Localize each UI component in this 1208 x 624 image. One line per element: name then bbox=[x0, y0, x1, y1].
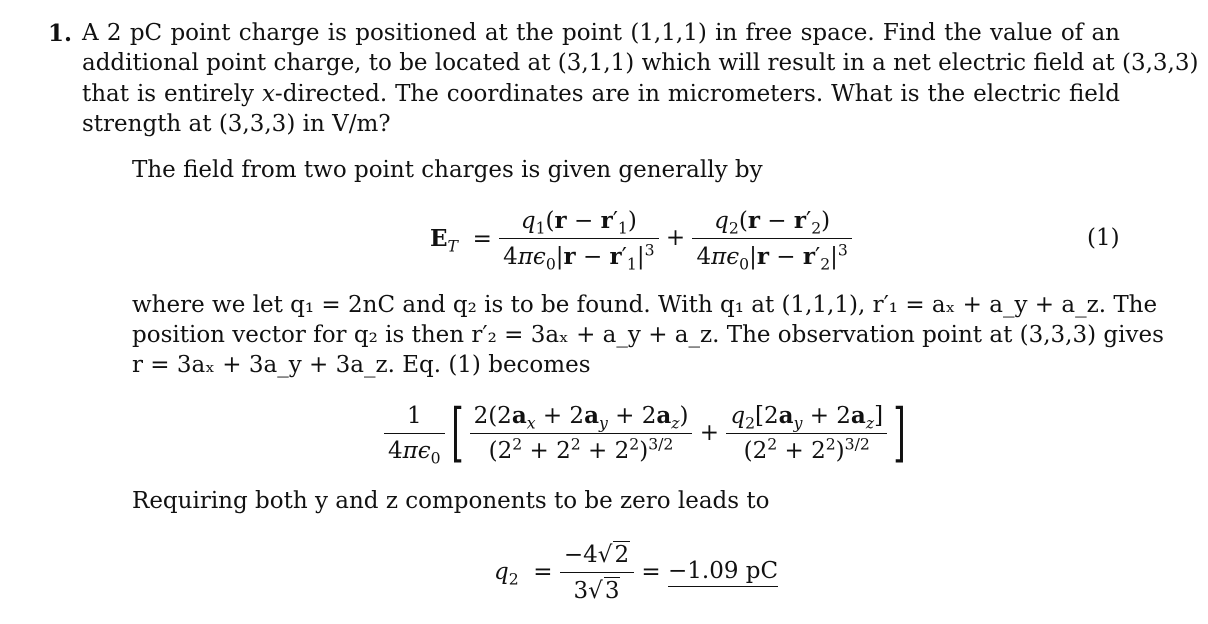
equation-number-label: (1) bbox=[1087, 225, 1120, 251]
problem-line-3-a: that is entirely bbox=[82, 81, 262, 107]
eq2-term-1: $\frac{2(2a_x + 2a_y + 2a_z)}{(2^2 + 2^2 + 2^2)^{3/2}}$ bbox=[470, 402, 693, 464]
equation-2: $\frac{1}{4\pi\epsilon_0}$ [ $\frac{2(2a_x + 2a_y + 2a_z)}{(2^2 + 2^2 + 2^2)^{3/2}}$ + $\frac{q_2[2a_y + 2a_z]}{(2^2 + 2^2)^{3/2}}$ ] bbox=[384, 398, 912, 468]
problem-line-1: A 2 pC point charge is positioned at the point (1,1,1) in free space. Find the value of an bbox=[82, 20, 1120, 46]
eq2-term-2: $\frac{q_2[2a_y + 2a_z]}{(2^2 + 2^2)^{3/2}}$ bbox=[726, 402, 887, 464]
bracket-right: ] bbox=[893, 396, 906, 470]
problem-number: 1. bbox=[48, 20, 73, 47]
problem-line-4: strength at (3,3,3) in V/m? bbox=[82, 111, 391, 137]
requiring-text: Requiring both y and z components to be zero leads to bbox=[132, 488, 770, 514]
problem-var-x: x bbox=[261, 81, 275, 107]
equation-1: $E_T$ = $\frac{q_1(r - r'_1)}{4\pi\epsilon_0|r - r'_1|^3}$ + $\frac{q_2(r - r'_2)}{4\pi\epsilon_0|r - r'_2|^3}$ bbox=[430, 206, 852, 270]
solution-para-line-2: position vector for q₂ is then r′₂ = 3aₓ + a_y + a_z. The observation point at (3,3,3) gives bbox=[132, 322, 1164, 348]
solution-para-line-3: r = 3aₓ + 3a_y + 3a_z. Eq. (1) becomes bbox=[132, 352, 591, 378]
solution-para-line-1: where we let q₁ = 2nC and q₂ is to be found. With q₁ at (1,1,1), r′₁ = aₓ + a_y + a_z. The bbox=[132, 292, 1158, 318]
eq1-term-1: $\frac{q_1(r - r'_1)}{4\pi\epsilon_0|r - r'_1|^3}$ bbox=[499, 207, 658, 270]
result-value: −1.09 pC bbox=[668, 558, 778, 587]
problem-line-3 bbox=[82, 83, 1120, 106]
solution-intro: The field from two point charges is given generally by bbox=[132, 157, 763, 183]
bracket-left: [ bbox=[450, 396, 464, 470]
eq3-fraction: $\frac{-4√2}{3√3}$ bbox=[560, 541, 634, 604]
problem-line-3-b: -directed. The coordinates are in micrometers. What is the electric field bbox=[274, 81, 1120, 107]
eq1-term-2: $\frac{q_2(r - r'_2)}{4\pi\epsilon_0|r - r'_2|^3}$ bbox=[692, 207, 851, 270]
problem-line-2: additional point charge, to be located at (3,1,1) which will result in a net electric field at (3,3,3) bbox=[82, 50, 1199, 76]
equation-3: $q_2$ = $\frac{-4√2}{3√3}$ = −1.09 pC bbox=[494, 541, 779, 604]
eq2-prefactor: $\frac{1}{4\pi\epsilon_0}$ bbox=[384, 403, 445, 464]
